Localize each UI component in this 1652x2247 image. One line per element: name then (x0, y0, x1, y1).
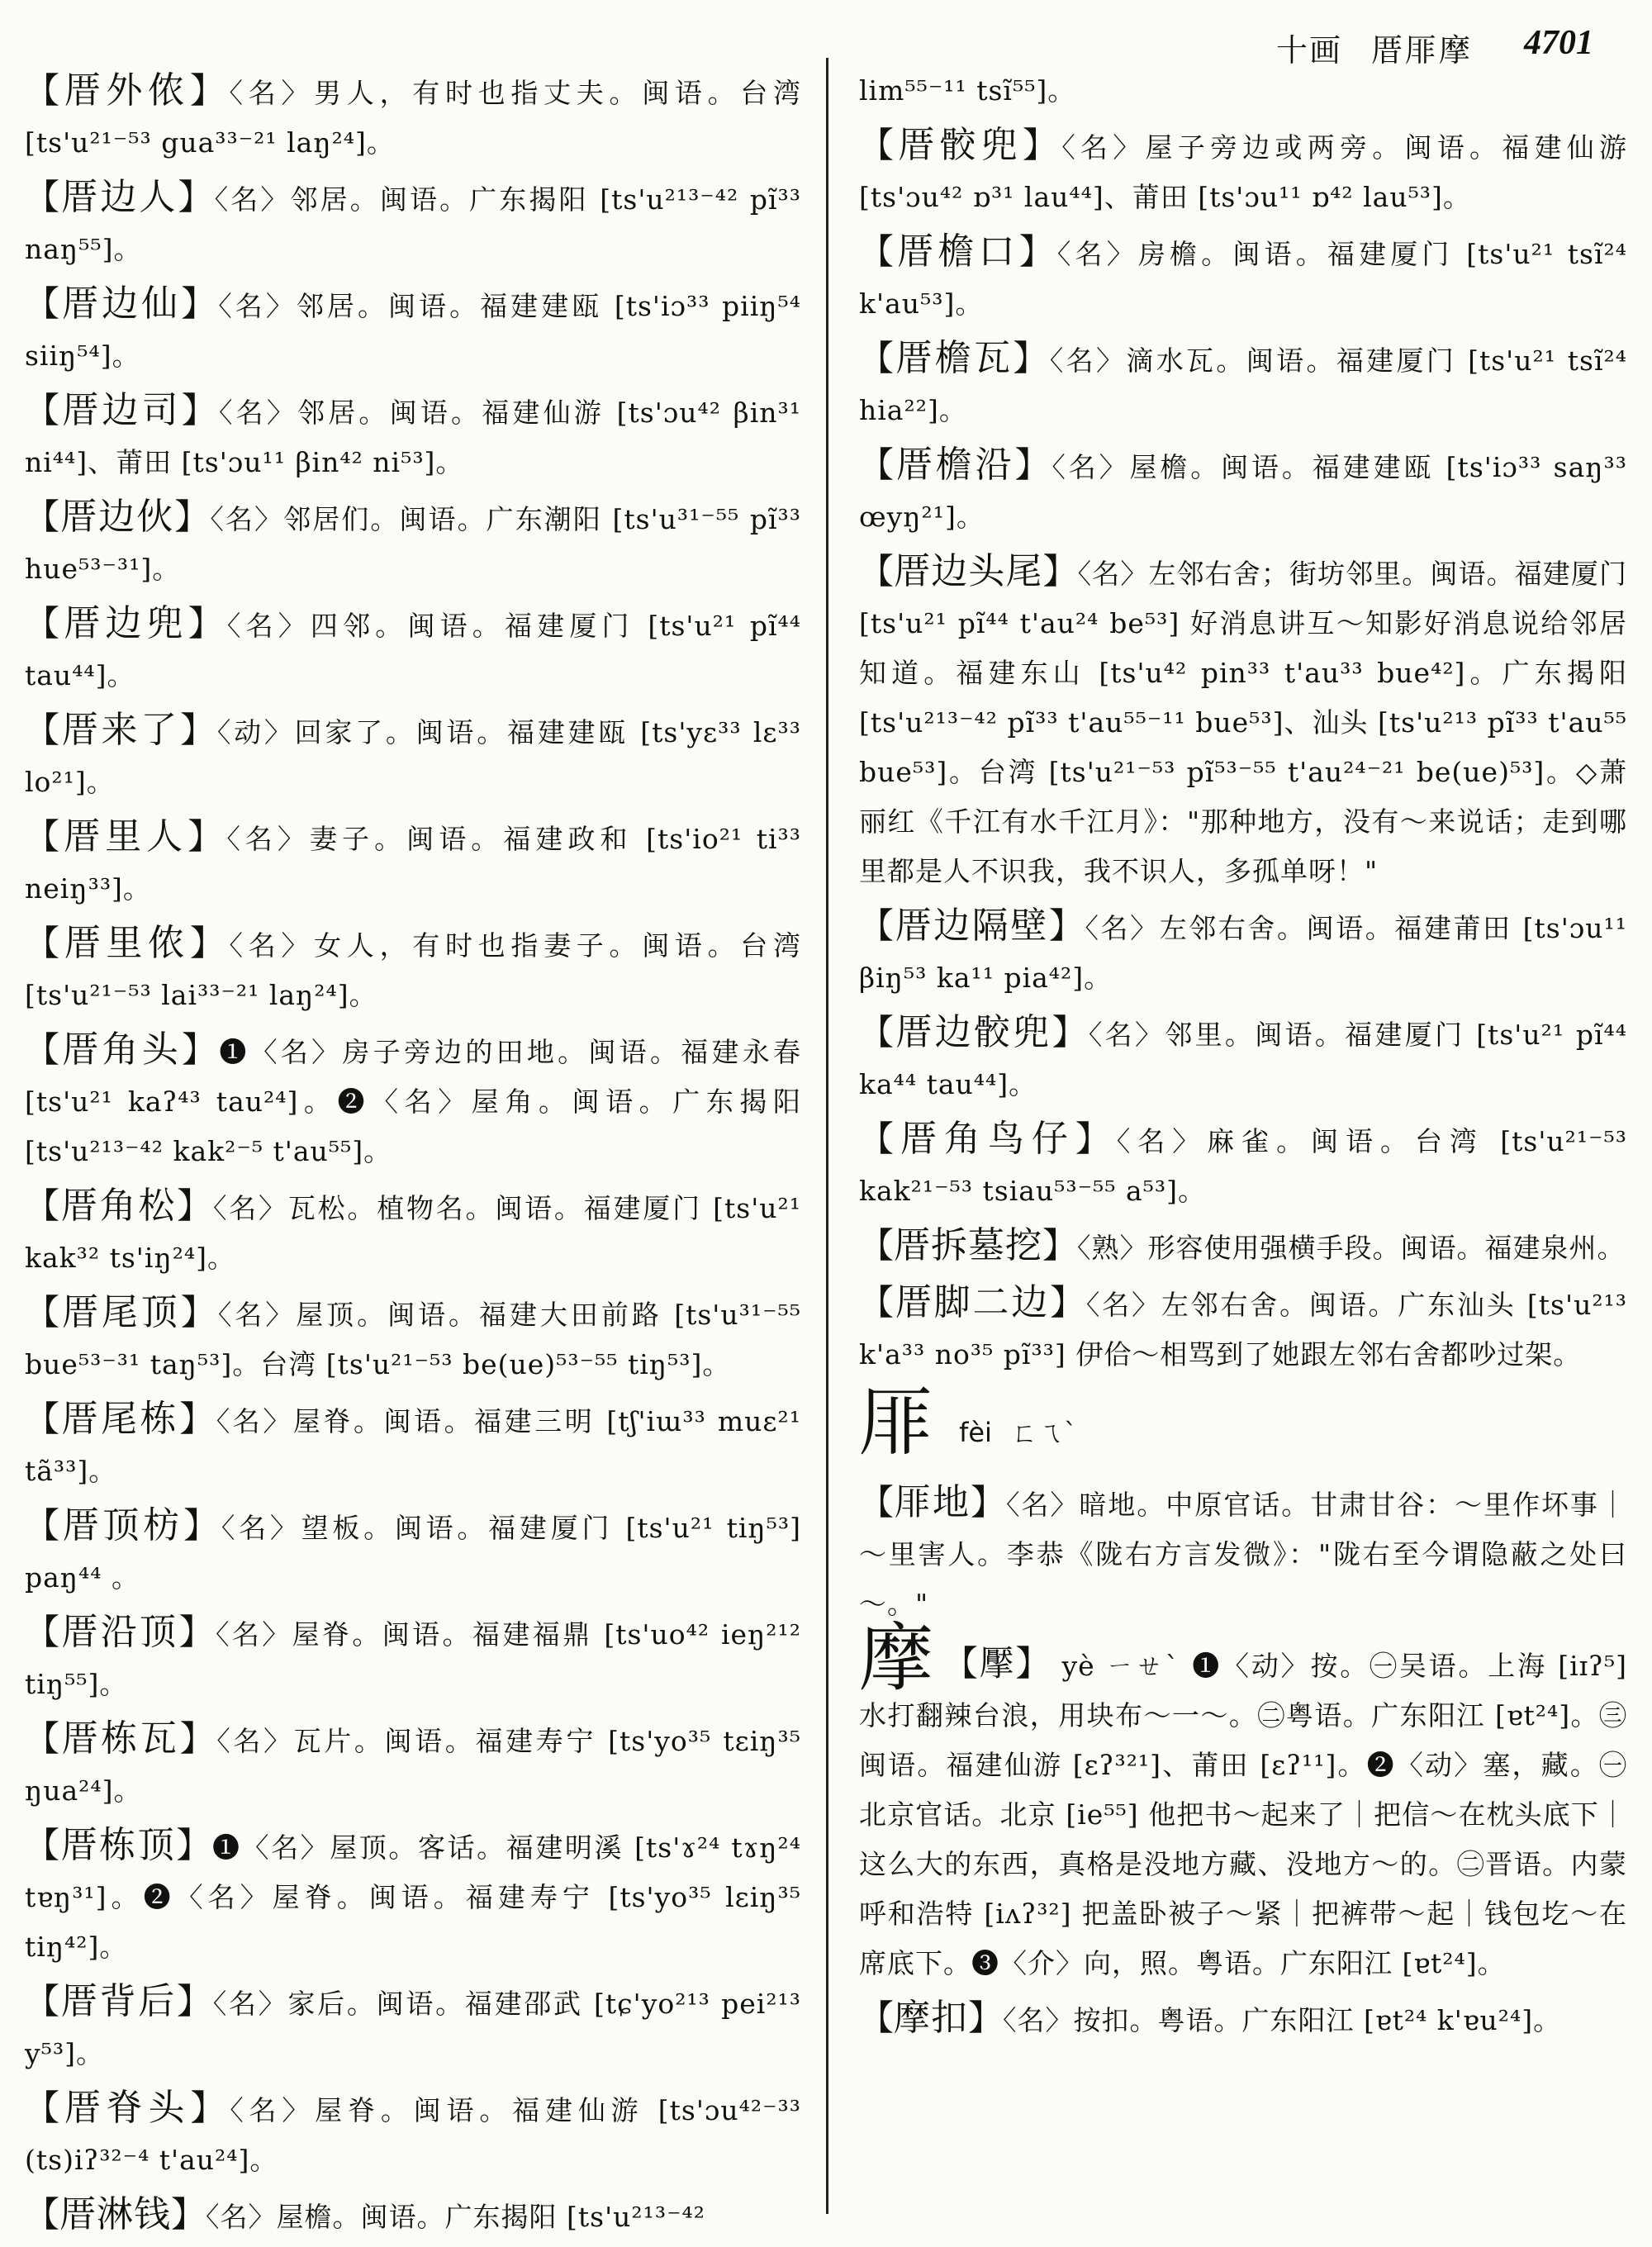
headword-bracket-close: 】 (183, 1505, 221, 1546)
headword-bracket-open: 【 (25, 70, 64, 111)
headword-bracket-close: 】 (171, 2194, 206, 2235)
headword: 厝尾栋 (61, 1398, 180, 1440)
entry-definition: 〈名〉屋脊。闽语。福建三明 [tʃ'iɯ³³ muɛ²¹ tã³³]。 (25, 1405, 801, 1487)
headword: 厝骹兜 (898, 124, 1023, 166)
headword-bracket-close: 】 (176, 1981, 213, 2021)
dictionary-entry (859, 1478, 1627, 1629)
dictionary-entry (25, 386, 801, 487)
dictionary-entry (25, 1977, 801, 2078)
entry-definition: 〈动〉回家了。闽语。福建建瓯 [ts'yɛ³³ lɛ³³ lo²¹]。 (25, 716, 801, 798)
headword: 厝边兜 (64, 602, 188, 644)
entry-definition: 〈名〉瓦松。植物名。闽语。福建厦门 [ts'u²¹ kak³² ts'iŋ²⁴]。 (25, 1192, 801, 1274)
entry-definition: 〈名〉瓦片。闽语。福建寿宁 [ts'yo³⁵ tɛiŋ³⁵ ŋua²⁴]。 (25, 1725, 801, 1807)
headword-bracket-open: 【 (25, 923, 64, 963)
headchar-ye-trad: 【擪】 (942, 1643, 1052, 1684)
left-column (25, 66, 801, 2247)
headword-bracket-close: 】 (181, 283, 219, 324)
headword: 厝边隔壁 (895, 905, 1049, 947)
dictionary-entry (25, 919, 801, 1020)
headword-bracket-close: 】 (177, 1185, 213, 1226)
entry-definition: 〈名〉邻居。闽语。广东揭阳 [ts'u²¹³⁻⁴² pĩ³³ naŋ⁵⁵]。 (25, 183, 801, 265)
headword: 厝檐沿 (895, 444, 1015, 486)
headword-bracket-close: 】 (970, 1482, 1006, 1523)
headword-bracket-open: 【 (859, 338, 896, 378)
dictionary-entry (859, 227, 1627, 329)
headword-bracket-open: 【 (859, 1998, 895, 2038)
headword-bracket-close: 】 (1014, 444, 1052, 485)
entry-definition: 〈名〉邻居。闽语。福建建瓯 [ts'iɔ³³ piiŋ⁵⁴ siiŋ⁵⁴]。 (25, 290, 801, 372)
headword: 厝边骹兜 (895, 1011, 1052, 1053)
headword-bracket-close: 】 (180, 710, 217, 750)
dictionary-entry (25, 1714, 801, 1816)
dictionary-entry (25, 173, 801, 274)
headword-bracket-close: 】 (1051, 1012, 1089, 1052)
fei-entries (859, 1478, 1627, 1629)
entry-definition: ❶〈名〉房子旁边的田地。闽语。福建永春 [ts'u²¹ kaʔ⁴³ tau²⁴]。❷〈名〉屋角。闽语。广东揭阳 [ts'u²¹³⁻⁴² kak²⁻⁵ t'au⁵⁵]。 (25, 1036, 801, 1167)
headword-bracket-close: 】 (1018, 231, 1057, 272)
headword-bracket-open: 【 (25, 1185, 61, 1226)
dictionary-entry (859, 1993, 1627, 2045)
page-number: 4701 (1524, 24, 1593, 62)
dictionary-entry (859, 901, 1627, 1003)
dictionary-entry (25, 1025, 801, 1176)
headword-bracket-open: 【 (859, 551, 895, 591)
headword-bracket-open: 【 (25, 283, 63, 324)
entry-definition: 〈名〉滴水瓦。闽语。福建厦门 [ts'u²¹ tsĩ²⁴ hia²²]。 (859, 344, 1627, 426)
headword: 厝檐口 (897, 230, 1019, 273)
dictionary-entry (25, 1821, 801, 1972)
headword: 厝栋顶 (60, 1824, 177, 1866)
dictionary-entry (25, 1394, 801, 1496)
headword-bracket-open: 【 (25, 816, 64, 857)
headword: 厝来了 (61, 709, 181, 751)
headword-bracket-open: 【 (25, 2194, 60, 2235)
headword-bracket-close: 】 (968, 1998, 1004, 2038)
entry-definition: 〈名〉家后。闽语。福建邵武 [tɕ'yo²¹³ pei²¹³ y⁵³]。 (25, 1988, 802, 2069)
entry-definition: 〈名〉屋子旁边或两旁。闽语。福建仙游 [ts'ɔu⁴² ɒ³¹ lau⁴⁴]、莆田 [ts'ɔu¹¹ ɒ⁴² lau⁵³]。 (859, 131, 1627, 213)
headword-bracket-close: 】 (181, 390, 219, 430)
dictionary-entry (859, 1278, 1627, 1380)
headword: 厝边伙 (60, 496, 175, 538)
entry-definition: 〈名〉房檐。闽语。福建厦门 [ts'u²¹ tsĩ²⁴ k'au⁵³]。 (859, 238, 1627, 320)
headword-bracket-open: 【 (25, 2088, 64, 2128)
headword: 厝边司 (62, 389, 182, 431)
headword-bracket-open: 【 (859, 905, 895, 946)
headword: 厝顶枋 (62, 1504, 184, 1546)
entry-definition: 〈名〉麻雀。闽语。台湾 [ts'u²¹⁻⁵³ kak²¹⁻⁵³ tsiau⁵³⁻⁵⁵ a⁵³]。 (859, 1125, 1627, 1207)
headword-bracket-open: 【 (25, 1505, 63, 1546)
headword: 厝背后 (60, 1980, 177, 2022)
headword-bracket-open: 【 (859, 1482, 895, 1523)
headword: 厝里侬 (64, 922, 190, 964)
headword-bracket-open: 【 (859, 231, 898, 272)
headword-bracket-open: 【 (25, 1029, 63, 1070)
headword-bracket-close: 】 (1048, 905, 1085, 946)
headword-bracket-open: 【 (859, 444, 896, 485)
headword-bracket-open: 【 (25, 1718, 62, 1759)
headword: 厝里人 (64, 815, 188, 857)
headword-bracket-close: 】 (189, 70, 230, 111)
dictionary-entry (25, 705, 801, 807)
headword-bracket-close: 】 (1013, 338, 1050, 378)
headword: 厝淋钱 (59, 2193, 172, 2235)
headchar-ye-body: yè ㄧㄝˋ ❶〈动〉按。㊀吴语。上海 [iɪʔ⁵] 水打翻辣台浪，用块布～一～。㊁粤语。广东阳江 [ɐt²⁴]。㊂闽语。福建仙游 [ɛʔ³²¹]、莆田 [ɛʔ¹¹]。❷〈动〉塞，藏。㊀北京官话。北京 [ie⁵⁵] 他把书～起来了｜把信～在枕头底下｜这么大的东西，真格是没地方藏、没地方～的。㊁晋语。内蒙呼和浩特 [iʌʔ³²] 把盖卧被子～紧｜把裤带～起｜钱包圪～在席底下。❸〈介〉向，照。粤语。广东阳江 [ɐt²⁴]。 (859, 1650, 1627, 1979)
headword-bracket-open: 【 (25, 1292, 62, 1333)
entry-definition: 〈名〉屋脊。闽语。福建仙游 [ts'ɔu⁴²⁻³³ (ts)iʔ³²⁻⁴ t'au²⁴]。 (25, 2094, 802, 2176)
headword-bracket-close: 】 (182, 1029, 220, 1070)
headword-bracket-open: 【 (25, 1612, 62, 1652)
headword-bracket-open: 【 (859, 1225, 895, 1266)
entry-definition: 〈名〉屋檐。闽语。福建建瓯 [ts'iɔ³³ saŋ³³ œyŋ²¹]。 (859, 451, 1628, 533)
headword-bracket-close: 】 (174, 496, 211, 537)
dictionary-entry (859, 440, 1627, 542)
headchar-fei-glyph: 厞 (859, 1380, 933, 1466)
entry-definition: 〈熟〉形容使用强横手段。闽语。福建泉州。 (1077, 1232, 1626, 1264)
dictionary-entry (25, 1181, 801, 1283)
entry-definition: 〈名〉左邻右舍；街坊邻里。闽语。福建厦门 [ts'u²¹ pĩ⁴⁴ t'au²⁴ be⁵³] 好消息讲互～知影好消息说给邻居知道。福建东山 [ts'u⁴² pin³³ t'au³³ bue⁴²]。广东揭阳 [ts'u²¹³⁻⁴² pĩ³³ t'au⁵⁵⁻¹¹ bue⁵³]、汕头 [ts'u²¹³ pĩ³³ t'au⁵⁵ bue⁵³]。台湾 [ts'u²¹⁻⁵³ pĩ⁵³⁻⁵⁵ t'au²⁴⁻²¹ be(ue)⁵³]。◇萧丽红《千江有水千江月》："那种地方，没有～来说话；走到哪里都是人不识我，我不识人，多孤单呀！" (859, 558, 1628, 887)
headword: 厝外侬 (64, 69, 190, 112)
entry-definition: 〈名〉左邻右舍。闽语。广东汕头 [ts'u²¹³ k'a³³ no³⁵ pĩ³³] 伊佮～相骂到了她跟左邻右舍都吵过架。 (859, 1289, 1628, 1371)
dictionary-entry (25, 492, 801, 594)
dictionary-entry (859, 121, 1627, 222)
headword-bracket-open: 【 (859, 125, 899, 165)
entry-definition: 〈名〉邻居。闽语。福建仙游 [ts'ɔu⁴² βin³¹ ni⁴⁴]、莆田 [ts'ɔu¹¹ βin⁴² ni⁵³]。 (25, 397, 801, 478)
dictionary-entry (25, 1501, 801, 1603)
dictionary-entry (25, 1608, 801, 1709)
headword: 厝沿顶 (61, 1611, 179, 1653)
dictionary-entry (25, 2190, 801, 2242)
headword: 厝边仙 (62, 283, 182, 325)
headword-bracket-close: 】 (189, 923, 230, 963)
entry-definition: lim⁵⁵⁻¹¹ tsĩ⁵⁵]。 (859, 74, 1076, 107)
dictionary-entry (859, 334, 1627, 435)
dictionary-entry (25, 2083, 801, 2185)
headword: 厝尾顶 (61, 1291, 181, 1333)
headword-bracket-open: 【 (25, 1981, 61, 2021)
headword-bracket-open: 【 (25, 710, 62, 750)
headword-bracket-close: 】 (1023, 125, 1062, 165)
headword-bracket-close: 】 (188, 816, 227, 857)
guide-words: 厝厞摩 (1371, 32, 1474, 69)
headword-bracket-close: 】 (190, 2088, 230, 2128)
headword: 厝角鸟仔 (900, 1118, 1075, 1160)
headword-bracket-open: 【 (859, 1282, 895, 1323)
entry-definition: ❶〈名〉屋顶。客话。福建明溪 [ts'ɤ²⁴ tɤŋ²⁴ tɐŋ³¹]。❷〈名〉屋脊。闽语。福建寿宁 [ts'yo³⁵ lɛiŋ³⁵ tiŋ⁴²]。 (25, 1831, 801, 1963)
headword-bracket-close: 】 (1042, 1225, 1078, 1266)
entry-definition: 〈名〉望板。闽语。福建厦门 [ts'u²¹ tiŋ⁵³] paŋ⁴⁴ 。 (25, 1512, 801, 1594)
headword-bracket-close: 】 (179, 1718, 217, 1759)
entry-definition: 〈名〉女人，有时也指妻子。闽语。台湾 [ts'u²¹⁻⁵³ lai³³⁻²¹ laŋ²⁴]。 (25, 929, 801, 1011)
ye-entries (859, 1993, 1627, 2045)
dictionary-entry (859, 1114, 1627, 1216)
headword-bracket-close: 】 (178, 177, 215, 217)
dictionary-entry (25, 1288, 801, 1390)
headword-bracket-close: 】 (176, 1825, 212, 1865)
headword-bracket-open: 【 (25, 177, 62, 217)
entry-definition: 〈名〉妻子。闽语。福建政和 [ts'io²¹ ti³³ neiŋ³³]。 (25, 823, 801, 905)
entry-definition: 〈名〉男人，有时也指丈夫。闽语。台湾 [ts'u²¹⁻⁵³ gua³³⁻²¹ laŋ²⁴]。 (25, 77, 801, 159)
entry-definition: 〈名〉左邻右舍。闽语。福建莆田 [ts'ɔu¹¹ βiŋ⁵³ ka¹¹ pia⁴²]。 (859, 912, 1627, 994)
headword: 厝角头 (62, 1028, 183, 1071)
headword-bracket-open: 【 (859, 1012, 896, 1052)
dictionary-entry (25, 812, 801, 914)
headchar-fei-zhuyin: ㄈㄟˋ (1011, 1417, 1078, 1448)
headchar-ye-glyph: 摩 (859, 1615, 935, 1702)
entry-definition: 〈名〉暗地。中原官话。甘肃甘谷：～里作坏事｜～里害人。李恭《陇右方言发微》："陇右至今谓隐蔽之处曰～。" (859, 1489, 1627, 1620)
dictionary-entry (859, 547, 1627, 896)
headword-bracket-open: 【 (25, 1399, 62, 1439)
headword: 厝边人 (61, 176, 178, 218)
headword-bracket-close: 】 (1042, 551, 1078, 591)
entry-definition: 〈名〉屋脊。闽语。福建福鼎 [ts'uo⁴² ieŋ²¹² tiŋ⁵⁵]。 (25, 1618, 801, 1700)
headword-bracket-close: 】 (180, 1292, 218, 1333)
headword-bracket-open: 【 (25, 1825, 61, 1865)
headword-bracket-open: 【 (859, 1119, 900, 1159)
headword-bracket-close: 】 (188, 603, 227, 644)
right-entries (859, 66, 1627, 1380)
entry-definition: 〈名〉屋顶。闽语。福建大田前路 [ts'u³¹⁻⁵⁵ bue⁵³⁻³¹ taŋ⁵³]。台湾 [ts'u²¹⁻⁵³ be(ue)⁵³⁻⁵⁵ tiŋ⁵³]。 (25, 1299, 801, 1380)
headword-bracket-close: 】 (179, 1399, 216, 1439)
headword: 厝边头尾 (894, 550, 1043, 592)
section-label: 十画 (1276, 32, 1343, 69)
headword-bracket-close: 】 (1050, 1282, 1086, 1323)
headchar-fei (859, 1380, 1627, 1475)
headword: 厝檐瓦 (895, 337, 1014, 379)
dictionary-entry (25, 279, 801, 381)
headword-bracket-close: 】 (1075, 1119, 1117, 1159)
headword-bracket-open: 【 (25, 496, 61, 537)
column-divider (826, 58, 828, 2214)
headchar-ye (859, 1615, 1627, 1988)
headword: 厝栋瓦 (61, 1717, 180, 1760)
entry-definition: 〈名〉屋檐。闽语。广东揭阳 [ts'u²¹³⁻⁴² (206, 2201, 705, 2233)
headchar-fei-pinyin: fèi (959, 1417, 992, 1448)
entry-definition: 〈名〉邻里。闽语。福建厦门 [ts'u²¹ pĩ⁴⁴ ka⁴⁴ tau⁴⁴]。 (859, 1019, 1627, 1100)
headword-bracket-close: 】 (178, 1612, 216, 1652)
dictionary-entry (859, 1008, 1627, 1109)
headword: 厝拆墓挖 (894, 1224, 1043, 1266)
dictionary-entry (25, 66, 801, 168)
headword: 摩扣 (894, 1997, 969, 2039)
entry-definition: 〈名〉按扣。粤语。广东阳江 [ɐt²⁴ k'ɐu²⁴]。 (1003, 2004, 1562, 2036)
dictionary-entry (859, 1221, 1627, 1273)
headword: 厝角松 (60, 1185, 178, 1227)
headword: 厝脊头 (64, 2087, 191, 2129)
entry-definition: 〈名〉邻居们。闽语。广东潮阳 [ts'u³¹⁻⁵⁵ pĩ³³ hue⁵³⁻³¹]。 (25, 503, 801, 585)
dictionary-entry (25, 599, 801, 701)
entry-definition: 〈名〉四邻。闽语。福建厦门 [ts'u²¹ pĩ⁴⁴ tau⁴⁴]。 (25, 610, 801, 691)
headword: 厝脚二边 (895, 1281, 1051, 1323)
right-column (859, 66, 1627, 2050)
headword-bracket-open: 【 (25, 603, 64, 644)
headword: 厞地 (894, 1481, 971, 1523)
dictionary-entry (859, 66, 1627, 116)
headword-bracket-open: 【 (25, 390, 63, 430)
